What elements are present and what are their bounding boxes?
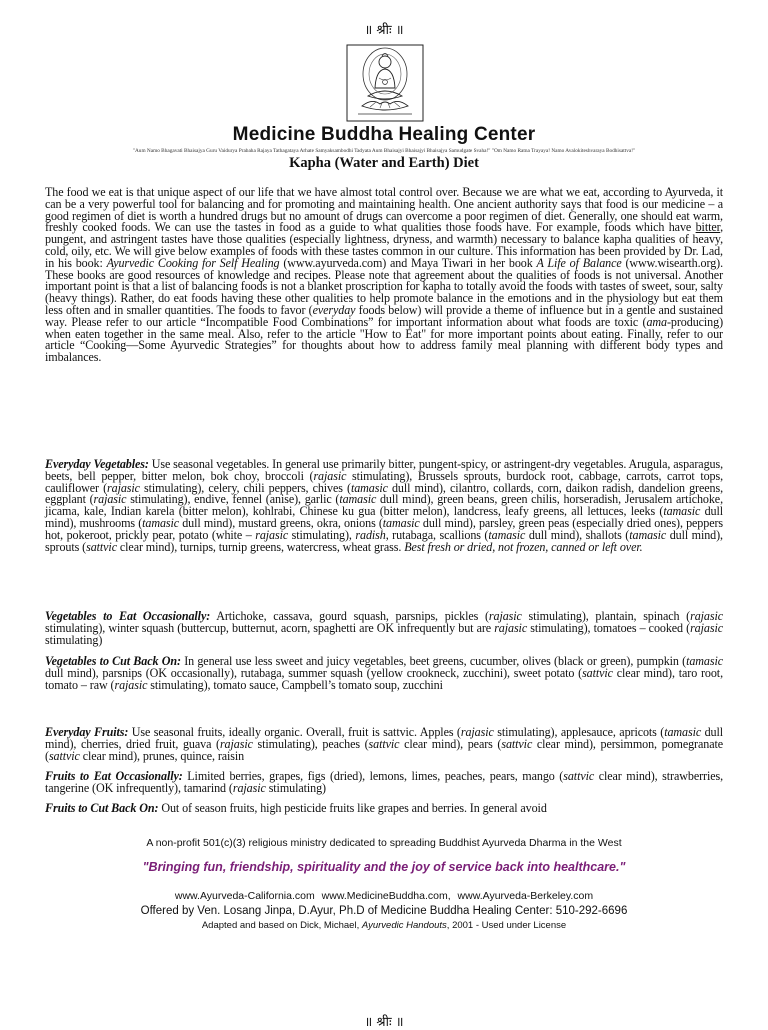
adaptation-credit: Adapted and based on Dick, Michael, Ayurvedic Handouts, 2001 - Used under License (201, 920, 567, 931)
website-links: www.Ayurveda-California.com www.MedicineBuddha.com, www.Ayurveda-Berkeley.com (174, 890, 594, 902)
everyday-fruits-section: Everyday Fruits: Use seasonal fruits, ideally organic. Overall, fruit is sattvic. Apples (rajasic stimulating), applesauce, apricots (tamasic dull mind), cherries, dried fruit, guava (rajasic stimulating), peaches (sattvic clear mind), pears (sattvic clear mind), persimmon, pomegranate (sattvic clear mind), prunes, quince, raisin (45, 725, 723, 763)
fruits-cut-back-section: Fruits to Cut Back On: Out of season fruits, high pesticide fruits like grapes and berries. In general avoid (45, 801, 547, 815)
offered-by-line: Offered by Ven. Losang Jinpa, D.Ayur, Ph.D of Medicine Buddha Healing Center: 510-292-6696 (140, 905, 628, 917)
medicine-buddha-logo (346, 44, 424, 122)
section-heading: Fruits to Eat Occasionally: (45, 769, 183, 783)
vegetables-cut-back-section: Vegetables to Cut Back On: In general use less sweet and juicy vegetables, beet greens, cucumber, olives (black or green), pumpkin (tamasic dull mind), parsnips (OK occasionally), rutabaga, summer squash (yellow crookneck, zucchini), sweet potato (sattvic clear mind), taro root, tomato – raw (rajasic stimulating), tomato sauce, Campbell’s tomato soup, zucchini (45, 654, 723, 692)
center-name-heading: Medicine Buddha Healing Center (232, 124, 536, 145)
ministry-statement: A non-profit 501(c)(3) religious ministry dedicated to spreading Buddhist Ayurveda Dharma in the West (146, 837, 622, 849)
section-heading: Fruits to Cut Back On: (45, 801, 159, 815)
buddha-icon (346, 44, 424, 122)
mantra-line: "Aum Namo Bhagavati Bhaisajya Guru Vaidurya Prabaha Rajaya Tathagataya Arhate Samyaksambodhi Tadyata Aum Bhaisajyi Bhaisajyi Bhaisajya Samudgate Svaha!" "Om Namo Ratna Trayaya! Namo Avalokiteshvaraya Bodhisattva!" (132, 148, 636, 154)
everyday-vegetables-section: Everyday Vegetables: Use seasonal vegetables. In general use primarily bitter, pungent-spicy, or astringent-dry vegetables. Arugula, asparagus, beets, bell pepper, bitter melon, bok choy, broccoli (rajasic stimulating), Brussels sprouts, burdock root, cabbage, carrots, carrot tops, cauliflower (rajasic stimulating), celery, chili peppers, chives (tamasic dull mind), cilantro, collards, corn, daikon radish, dandelion greens, eggplant (rajasic stimulating), endive, fennel (anise), garlic (tamasic dull mind), green beans, green chilis, horseradish, Jerusalem artichoke, jicama, kale, Indian karela (bitter melon), kohlrabi, Chinese ku gua (bitter melon), landcress, leafy greens, all lettuces, leeks (tamasic dull mind), mushrooms (tamasic dull mind), mustard greens, okra, onions (tamasic dull mind), parsley, green peas (especially dried ones), peppers hot, pokeroot, prickly pear, potato (white – rajasic stimulating), radish, rutabaga, scallions (tamasic dull mind), shallots (tamasic dull mind), sprouts (sattvic clear mind), turnips, turnip greens, watercress, wheat grass. Best fresh or dried, not frozen, canned or left over. (45, 457, 724, 554)
vegetables-occasionally-section: Vegetables to Eat Occasionally: Artichoke, cassava, gourd squash, parsnips, pickles (rajasic stimulating), plantain, spinach (rajasic stimulating), winter squash (buttercup, butternut, acorn, spaghetti are OK infrequently but are rajasic stimulating), tomatoes – cooked (rajasic stimulating) (45, 609, 723, 647)
section-heading: Vegetables to Eat Occasionally: (45, 609, 211, 623)
section-heading: Everyday Vegetables: (45, 457, 149, 471)
top-sanskrit-mark: ॥ श्रीः ॥ (364, 23, 404, 38)
diet-title: Kapha (Water and Earth) Diet (289, 155, 479, 171)
motto-quote: "Bringing fun, friendship, spirituality and the joy of service back into healthcare." (142, 860, 626, 874)
intro-paragraph: The food we eat is that unique aspect of our life that we have almost total control over. Because we are what we eat, according to Ayurveda, it can be a very powerful tool for balancing and for promoting and maintaining health. One ancient authority says that food is our medicine – a good regimen of diet is worth a hundred drugs but no amount of drugs can overcome a poor regimen of diet. Generally, one should eat warm, freshly cooked foods. We can use the tastes in food as a guide to what qualities those foods have. For example, foods which have bitter, pungent, and astringent tastes have those qualities (especially lightness, dryness, and warmth) necessary to balance kapha qualities of heavy, cold, oily, etc. We will give below examples of foods with these tastes common in our culture. This information has been provided by Dr. Lad, in his book: Ayurvedic Cooking for Self Healing (www.ayurveda.com) and Maya Tiwari in her book A Life of Balance (www.wisearth.org). These books are good resources of knowledge and recipes. Please note that agreement about the qualities of foods is not universal. Another important point is that a list of balancing foods is not a blanket proscription for kapha to totally avoid the foods with tastes of sweet, sour, salty (heavy things). Rather, do eat foods having these other qualities to help promote balance in the emotions and in the physiology but eat them less often and in smaller quantities. The foods to favor (everyday foods below) will provide a theme of influence but in a gentle and sustained way. Please refer to our article “Incompatible Food Combinations” for important information about what foods are toxic (ama-producing) when eaten together in the same meal. Also, refer to the article "How to Eat" for more important points about eating. Finally, refer to our article “Cooking—Some Ayurvedic Strategies” for thoughts about how to address family meal planning with different body types and imbalances. (45, 185, 724, 365)
fruits-occasionally-section: Fruits to Eat Occasionally: Limited berries, grapes, figs (dried), lemons, limes, peaches, pears, mango (sattvic clear mind), strawberries, tangerine (OK infrequently), tamarind (rajasic stimulating) (45, 769, 723, 795)
section-heading: Vegetables to Cut Back On: (45, 654, 181, 668)
section-heading: Everyday Fruits: (45, 725, 129, 739)
bottom-sanskrit-mark: ॥ श्रीः ॥ (364, 1015, 404, 1030)
